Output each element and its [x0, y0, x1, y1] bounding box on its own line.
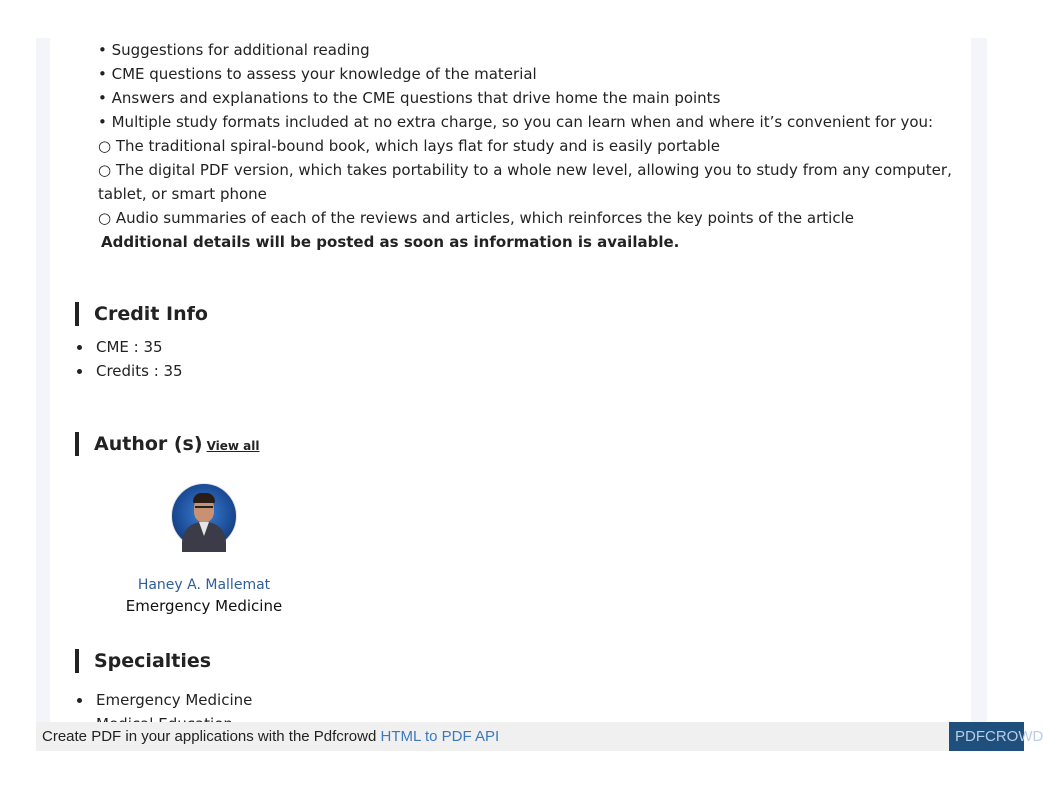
- authors-heading: [75, 432, 259, 456]
- pdfcrowd-footer: [36, 722, 949, 751]
- specialties-title: Specialties: [94, 650, 212, 672]
- description-note: Additional details will be posted as soon as information is available.: [101, 233, 680, 251]
- course-detail-card: [50, 38, 971, 722]
- page-content: [36, 38, 987, 722]
- credit-item-cme: CME : 35: [75, 335, 183, 359]
- authors-title: Author (s): [94, 433, 203, 455]
- description-line: • Multiple study formats included at no extra charge, so you can learn when and where it’s convenient for you:: [98, 113, 934, 131]
- course-description: [98, 38, 968, 254]
- description-line: ○ The traditional spiral-bound book, which lays flat for study and is easily portable: [98, 137, 721, 155]
- html-to-pdf-api-link[interactable]: HTML to PDF API: [380, 728, 500, 745]
- description-line: • Suggestions for additional reading: [98, 41, 370, 59]
- credit-info-title: Credit Info: [94, 303, 208, 325]
- pdfcrowd-badge[interactable]: PDFCROWD: [949, 722, 1024, 751]
- view-all-authors-link[interactable]: View all: [206, 439, 260, 453]
- description-line: • Answers and explanations to the CME questions that drive home the main points: [98, 89, 721, 107]
- author-name-link[interactable]: Haney A. Mallemat: [137, 577, 271, 593]
- footer-text: Create PDF in your applications with the Pdfcrowd: [42, 728, 377, 745]
- author-specialty: Emergency Medicine: [125, 597, 283, 615]
- description-line: ○ The digital PDF version, which takes portability to a whole new level, allowing you to study from any computer, tablet, or smart phone: [98, 161, 952, 203]
- specialties-heading: [75, 649, 211, 673]
- author-card[interactable]: [119, 483, 289, 617]
- description-line: ○ Audio summaries of each of the reviews and articles, which reinforces the key points of the article: [98, 209, 854, 227]
- credit-info-heading: [75, 302, 208, 326]
- author-avatar[interactable]: [171, 483, 237, 549]
- description-line: • CME questions to assess your knowledge of the material: [98, 65, 537, 83]
- credit-info-list: [75, 335, 183, 383]
- specialty-item: Emergency Medicine: [75, 688, 252, 712]
- credit-item-credits: Credits : 35: [75, 359, 183, 383]
